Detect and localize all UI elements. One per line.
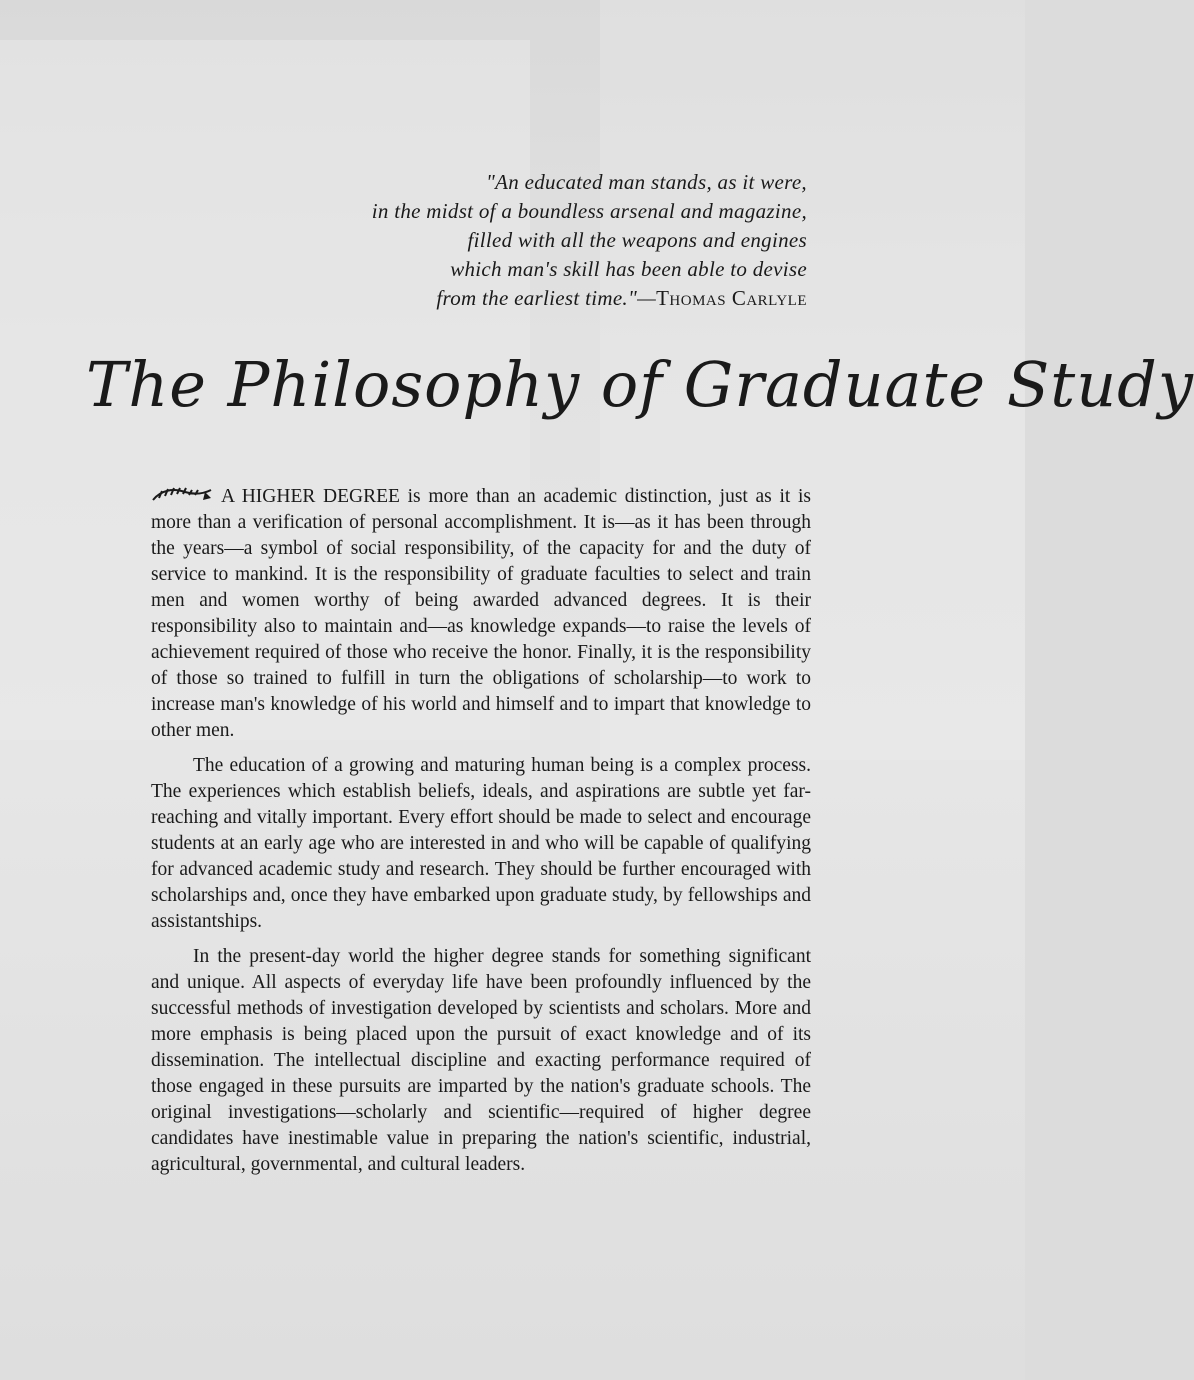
- quote-line: in the midst of a boundless arsenal and magazine,: [371, 199, 807, 223]
- epigraph-quote: [247, 168, 807, 313]
- paragraph: [151, 484, 811, 744]
- leaf-flourish-icon: [151, 486, 215, 504]
- paragraph: The education of a growing and maturing human being is a complex process. The experiences which establish beliefs, ideals, and aspirations are subtle yet far-reaching and vitally important. Every effort should be made to select and encourage students at an early age who are interested in and who will be capable of qualifying for advanced academic study and research. They should be further encouraged with scholarships and, once they have embarked upon graduate study, by fellowships and assistantships.: [151, 755, 811, 932]
- quote-line-final: [247, 284, 807, 313]
- paragraph: In the present-day world the higher degree stands for something significant and unique. All aspects of everyday life have been profoundly influenced by the successful methods of investigation developed by scientists and scholars. More and more emphasis is being placed upon the pursuit of exact knowledge and of its dissemination. The intellectual discipline and exacting performance required of those engaged in these pursuits are imparted by the nation's graduate schools. The original investigations—scholarly and scientific—required of higher degree candidates have inestimable value in preparing the nation's scientific, industrial, agricultural, governmental, and cultural leaders.: [151, 946, 811, 1175]
- quote-line: which man's skill has been able to devise: [450, 257, 807, 281]
- quote-line: from the earliest time."—: [436, 286, 657, 310]
- quote-line: filled with all the weapons and engines: [467, 228, 807, 252]
- quote-line: "An educated man stands, as it were,: [486, 170, 807, 194]
- quote-author: Thomas Carlyle: [656, 286, 807, 310]
- page-title: The Philosophy of Graduate Study: [86, 348, 1194, 421]
- body-text: [151, 484, 811, 1187]
- paragraph-text: A HIGHER DEGREE is more than an academic distinction, just as it is more than a verification of personal accomplishment. It is—as it has been through the years—a symbol of social responsibility, of the capacity for and the duty of service to mankind. It is the responsibility of graduate faculties to select and train men and women worthy of being awarded advanced degrees. It is their responsibility also to maintain and—as knowledge expands—to raise the levels of achievement required of those who receive the honor. Finally, it is the responsibility of those so trained to fulfill in turn the obligations of scholarship—to work to increase man's knowledge of his world and himself and to impart that knowledge to other men.: [151, 486, 811, 741]
